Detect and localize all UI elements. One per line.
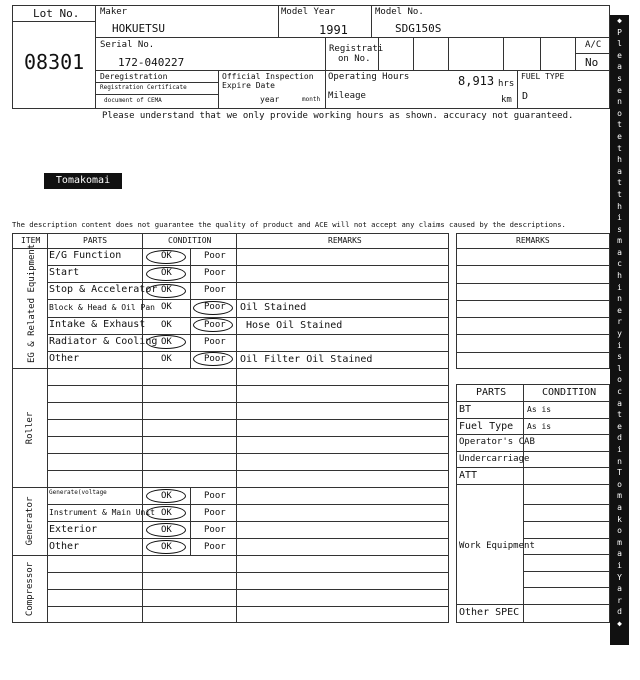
ok-selected-mark bbox=[146, 523, 186, 537]
sidebar-char: a bbox=[617, 584, 622, 594]
sidebar-char: k bbox=[617, 514, 622, 524]
generator-part-label: Instrument & Main Unit bbox=[49, 508, 155, 517]
sidebar-char: a bbox=[617, 549, 622, 559]
sidebar-char: n bbox=[617, 97, 622, 107]
sidebar-char: T bbox=[617, 468, 622, 478]
ok-selected-mark bbox=[146, 489, 186, 503]
eg-part-label: Radiator & Cooling bbox=[49, 335, 158, 347]
eg-remark: Oil Stained bbox=[240, 302, 307, 314]
ok-option[interactable]: OK bbox=[161, 525, 172, 535]
poor-option[interactable]: Poor bbox=[204, 268, 226, 279]
registration-certificate-label: Registration Certificate bbox=[100, 84, 187, 91]
serial-no-label: Serial No. bbox=[100, 40, 155, 50]
eg-part-label: E/G Function bbox=[49, 250, 122, 261]
remarks-header: REMARKS bbox=[328, 236, 362, 245]
poor-option[interactable]: Poor bbox=[204, 525, 226, 535]
sidebar-char: m bbox=[617, 491, 622, 501]
poor-option[interactable]: Poor bbox=[204, 353, 226, 364]
sidebar-char: e bbox=[617, 131, 622, 141]
ok-selected-mark bbox=[146, 540, 186, 554]
hrs-unit: hrs bbox=[498, 79, 515, 89]
model-no-value: SDG150S bbox=[395, 22, 442, 35]
registration-label-1: Registrati bbox=[329, 44, 384, 54]
ac-value: No bbox=[585, 56, 599, 69]
model-no-label: Model No. bbox=[375, 7, 424, 17]
sidebar-char: t bbox=[617, 120, 622, 130]
generator-part-label: Other bbox=[49, 541, 80, 552]
model-year-label: Model Year bbox=[281, 7, 336, 17]
sidebar-char: l bbox=[617, 39, 622, 49]
sidebar-char: a bbox=[617, 502, 622, 512]
right-part-label: Undercarriage bbox=[459, 453, 530, 464]
sidebar-char: o bbox=[617, 479, 622, 489]
cema-label: document of CEMA bbox=[104, 97, 162, 104]
serial-no-value: 172-040227 bbox=[118, 56, 185, 69]
sidebar-char: d bbox=[617, 433, 622, 443]
ok-selected-mark bbox=[146, 284, 186, 298]
ok-option[interactable]: OK bbox=[161, 302, 172, 313]
sidebar-char: t bbox=[617, 143, 622, 153]
section-eg-label: EG & Related Equipment bbox=[27, 243, 37, 363]
poor-option[interactable]: Poor bbox=[204, 508, 226, 518]
section-compressor-label: Compressor bbox=[25, 561, 35, 617]
other-spec-label: Other SPEC bbox=[459, 607, 520, 618]
maker-label: Maker bbox=[100, 7, 128, 17]
ok-option[interactable]: OK bbox=[161, 268, 172, 279]
sidebar-char: s bbox=[617, 224, 622, 234]
operating-hours-value: 8,913 bbox=[458, 74, 495, 88]
sidebar-char: i bbox=[617, 340, 622, 350]
eg-remark: Oil Filter Oil Stained bbox=[240, 353, 373, 365]
registration-label-2: on No. bbox=[338, 54, 371, 64]
sidebar-char: a bbox=[617, 247, 622, 257]
location-notice-sidebar bbox=[610, 15, 629, 645]
sidebar-char: a bbox=[617, 398, 622, 408]
ok-selected-mark bbox=[146, 267, 186, 281]
sidebar-char: Y bbox=[617, 572, 622, 582]
sidebar-char: m bbox=[617, 236, 622, 246]
poor-option[interactable]: Poor bbox=[204, 542, 226, 552]
poor-option[interactable]: Poor bbox=[204, 319, 226, 330]
ok-option[interactable]: OK bbox=[161, 508, 172, 518]
eg-part-label: Other bbox=[49, 352, 80, 364]
sidebar-char: t bbox=[617, 178, 622, 188]
eg-part-label: Start bbox=[49, 267, 80, 279]
sidebar-char: h bbox=[617, 155, 622, 165]
generator-part-label: Exterior bbox=[49, 524, 98, 535]
sidebar-char: a bbox=[617, 62, 622, 72]
sidebar-char: d bbox=[617, 607, 622, 617]
sidebar-char: i bbox=[617, 282, 622, 292]
sidebar-char: y bbox=[617, 329, 622, 339]
poor-option[interactable]: Poor bbox=[204, 251, 226, 261]
parts-header: PARTS bbox=[83, 236, 108, 245]
sidebar-char: n bbox=[617, 456, 622, 466]
maker-value: HOKUETSU bbox=[112, 22, 165, 35]
eg-part-label: Intake & Exhaust bbox=[49, 318, 146, 330]
inspection-label-1: Official Inspection bbox=[222, 72, 314, 81]
deregistration-label: Deregistration bbox=[100, 72, 168, 81]
working-hours-notice: Please understand that we only provide working hours as shown. accuracy not guaranteed. bbox=[102, 111, 574, 121]
sidebar-char: t bbox=[617, 410, 622, 420]
condition-header: CONDITION bbox=[168, 236, 212, 245]
sidebar-char: s bbox=[617, 352, 622, 362]
section-generator-label: Generator bbox=[25, 496, 35, 546]
km-unit: km bbox=[501, 95, 512, 105]
poor-selected-mark bbox=[193, 301, 233, 315]
right-part-label: Operator's CAB bbox=[459, 437, 535, 447]
sidebar-char: o bbox=[617, 526, 622, 536]
sidebar-char: i bbox=[617, 444, 622, 454]
sidebar-char: s bbox=[617, 73, 622, 83]
sidebar-char: c bbox=[617, 259, 622, 269]
model-year-value: 1991 bbox=[319, 23, 348, 37]
parts-header-right: PARTS bbox=[476, 387, 507, 398]
year-label: year bbox=[260, 95, 280, 104]
item-header: ITEM bbox=[21, 236, 41, 245]
lot-no-value: 08301 bbox=[24, 50, 85, 74]
sidebar-char: e bbox=[617, 85, 622, 95]
sidebar-char: o bbox=[617, 375, 622, 385]
right-condition-value: As is bbox=[527, 405, 552, 414]
ok-option[interactable]: OK bbox=[161, 491, 172, 501]
sidebar-char: m bbox=[617, 537, 622, 547]
poor-option[interactable]: Poor bbox=[204, 285, 226, 296]
poor-option[interactable]: Poor bbox=[204, 491, 226, 501]
eg-part-label: Block & Head & Oil Pan bbox=[49, 303, 155, 313]
ok-option[interactable]: OK bbox=[161, 542, 172, 552]
sidebar-char: o bbox=[617, 108, 622, 118]
sidebar-char: P bbox=[617, 27, 622, 37]
mileage-label: Mileage bbox=[328, 91, 366, 101]
sidebar-char: i bbox=[617, 213, 622, 223]
right-condition-value: As is bbox=[527, 421, 552, 431]
eg-remark: Hose Oil Stained bbox=[246, 319, 343, 331]
sidebar-char: a bbox=[617, 166, 622, 176]
ok-option[interactable]: OK bbox=[161, 319, 172, 330]
sidebar-char: e bbox=[617, 305, 622, 315]
fuel-type-value: D bbox=[522, 91, 529, 102]
ok-option[interactable]: OK bbox=[161, 336, 172, 347]
sidebar-char: t bbox=[617, 189, 622, 199]
right-part-label: ATT bbox=[459, 470, 478, 481]
inspection-label-2: Expire Date bbox=[222, 81, 275, 90]
sidebar-char: c bbox=[617, 387, 622, 396]
yard-badge: Tomakomai Yard bbox=[44, 173, 122, 189]
sidebar-char: ◆ bbox=[617, 618, 622, 628]
sidebar-char: l bbox=[617, 363, 622, 373]
ac-label: A/C bbox=[585, 40, 602, 50]
sidebar-char: e bbox=[617, 421, 622, 431]
disclaimer: The description content does not guarantee the quality of product and ACE will not accept any claims caused by the descriptions. bbox=[12, 220, 566, 229]
sidebar-char: r bbox=[617, 595, 622, 605]
poor-selected-mark bbox=[193, 318, 233, 332]
ok-selected-mark bbox=[146, 250, 186, 264]
sidebar-char: e bbox=[617, 50, 622, 60]
ok-option[interactable]: OK bbox=[161, 353, 172, 364]
ok-option[interactable]: OK bbox=[161, 285, 172, 296]
work-equipment-label: Work Equipment bbox=[459, 541, 535, 551]
lot-no-label: Lot No. bbox=[33, 7, 80, 20]
sidebar-char: n bbox=[617, 294, 622, 304]
sidebar-char: h bbox=[617, 271, 622, 281]
ok-selected-mark bbox=[146, 506, 186, 520]
section-roller-label: Roller bbox=[25, 411, 35, 445]
sidebar-char: h bbox=[617, 201, 622, 211]
sidebar-char: i bbox=[617, 560, 622, 570]
operating-hours-label: Operating Hours bbox=[328, 72, 410, 82]
sidebar-char: ◆ bbox=[617, 16, 622, 25]
poor-option[interactable]: Poor bbox=[204, 336, 226, 347]
right-remarks-header: REMARKS bbox=[516, 236, 550, 245]
fuel-type-label: FUEL TYPE bbox=[521, 72, 565, 81]
right-part-label: Fuel Type bbox=[459, 420, 514, 432]
ok-option[interactable]: OK bbox=[161, 251, 172, 261]
generator-part-label: Generate(voltage bbox=[49, 489, 107, 496]
month-label: month bbox=[302, 96, 321, 103]
condition-header-right: CONDITION bbox=[542, 387, 597, 398]
right-part-label: BT bbox=[459, 404, 472, 415]
eg-part-label: Stop & Accelerator bbox=[49, 284, 158, 296]
sidebar-char: r bbox=[617, 317, 622, 327]
poor-option[interactable]: Poor bbox=[204, 302, 226, 313]
